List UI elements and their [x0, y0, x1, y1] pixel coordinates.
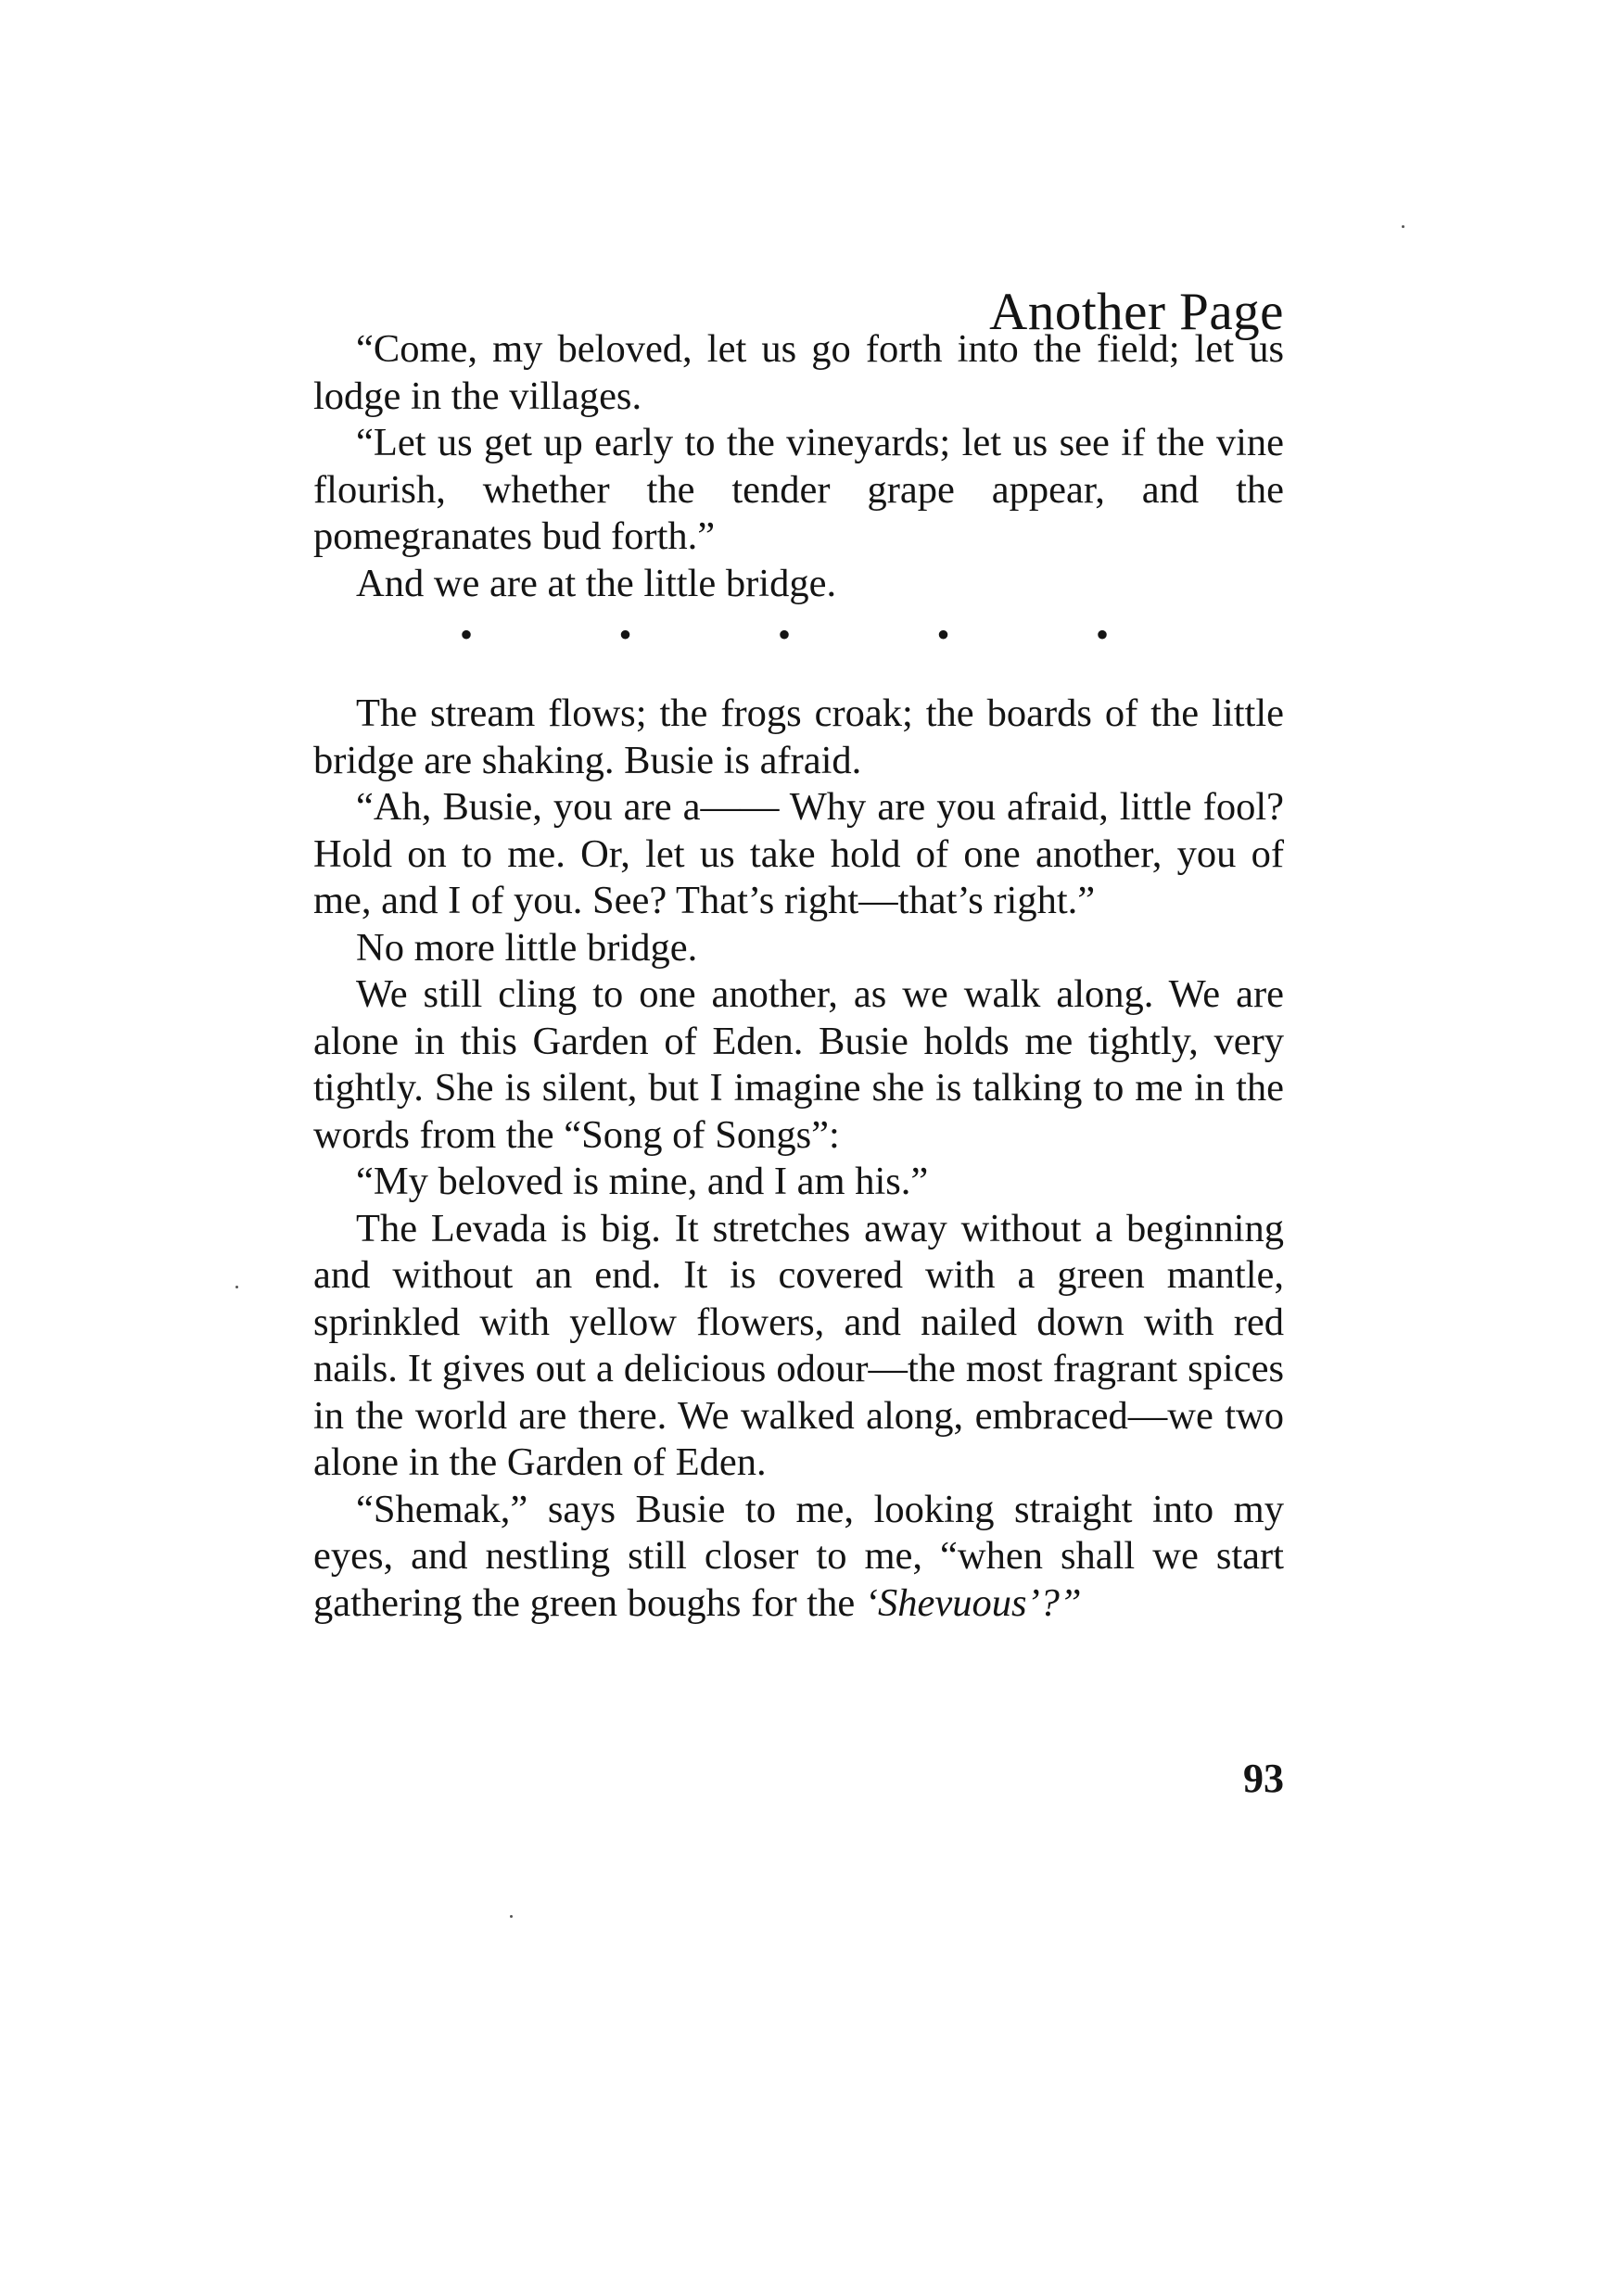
paragraph: “My beloved is mine, and I am his.” — [356, 1160, 929, 1203]
paragraph: “Let us get up early to the vineyards; let us see if the vine flourish, whether the tender grape appear, and the pomegranates bud forth.” — [313, 421, 1284, 558]
section-break-dot: • — [777, 614, 791, 655]
running-header: Another Page — [989, 283, 1284, 341]
scan-speck — [510, 1915, 513, 1918]
paragraph: No more little bridge. — [356, 925, 698, 970]
paragraph: The stream flows; the frogs croak; the boards of the little bridge are shaking. Busie is afraid. — [313, 691, 1284, 782]
section-break-dot: • — [460, 614, 474, 655]
section-break-dots — [460, 616, 1109, 653]
scan-speck — [1402, 225, 1404, 228]
scan-speck — [235, 1286, 238, 1288]
section-break-dot: • — [936, 614, 950, 655]
italic-term: ‘Shevuous’?” — [864, 1580, 1082, 1625]
body-text — [313, 326, 1284, 1627]
page-number: 93 — [1243, 1756, 1284, 1801]
paragraph: “Ah, Busie, you are a—— Why are you afraid, little fool? Hold on to me. Or, let us take hold of one another, you of me, and I of you. See? That’s right—that’s right.” — [313, 785, 1284, 922]
paragraph-last-text: “Shemak,” says Busie to me, looking straight into my eyes, and nestling still closer to me, “when shall we start gathering the green boughs for the — [313, 1487, 1284, 1625]
section-break-dot: • — [1095, 614, 1109, 655]
paragraph-last — [313, 1487, 1284, 1628]
paragraph: And we are at the little bridge. — [356, 561, 837, 605]
paragraph: “Come, my beloved, let us go forth into the field; let us lodge in the villages. — [313, 327, 1284, 418]
paragraph: We still cling to one another, as we walk along. We are alone in this Garden of Eden. Busie holds me tightly, very tightly. She is silent, but I imagine she is talking to me in the words from the “Song of Songs”: — [313, 972, 1284, 1157]
paragraph: The Levada is big. It stretches away without a beginning and without an end. It is covered with a green mantle, sprinkled with yellow flowers, and nailed down with red nails. It gives out a delicious odour—the most fragrant spices in the world are there. We walked along, embraced—we two alone in the Garden of Eden. — [313, 1206, 1284, 1484]
section-break-dot: • — [618, 614, 632, 655]
